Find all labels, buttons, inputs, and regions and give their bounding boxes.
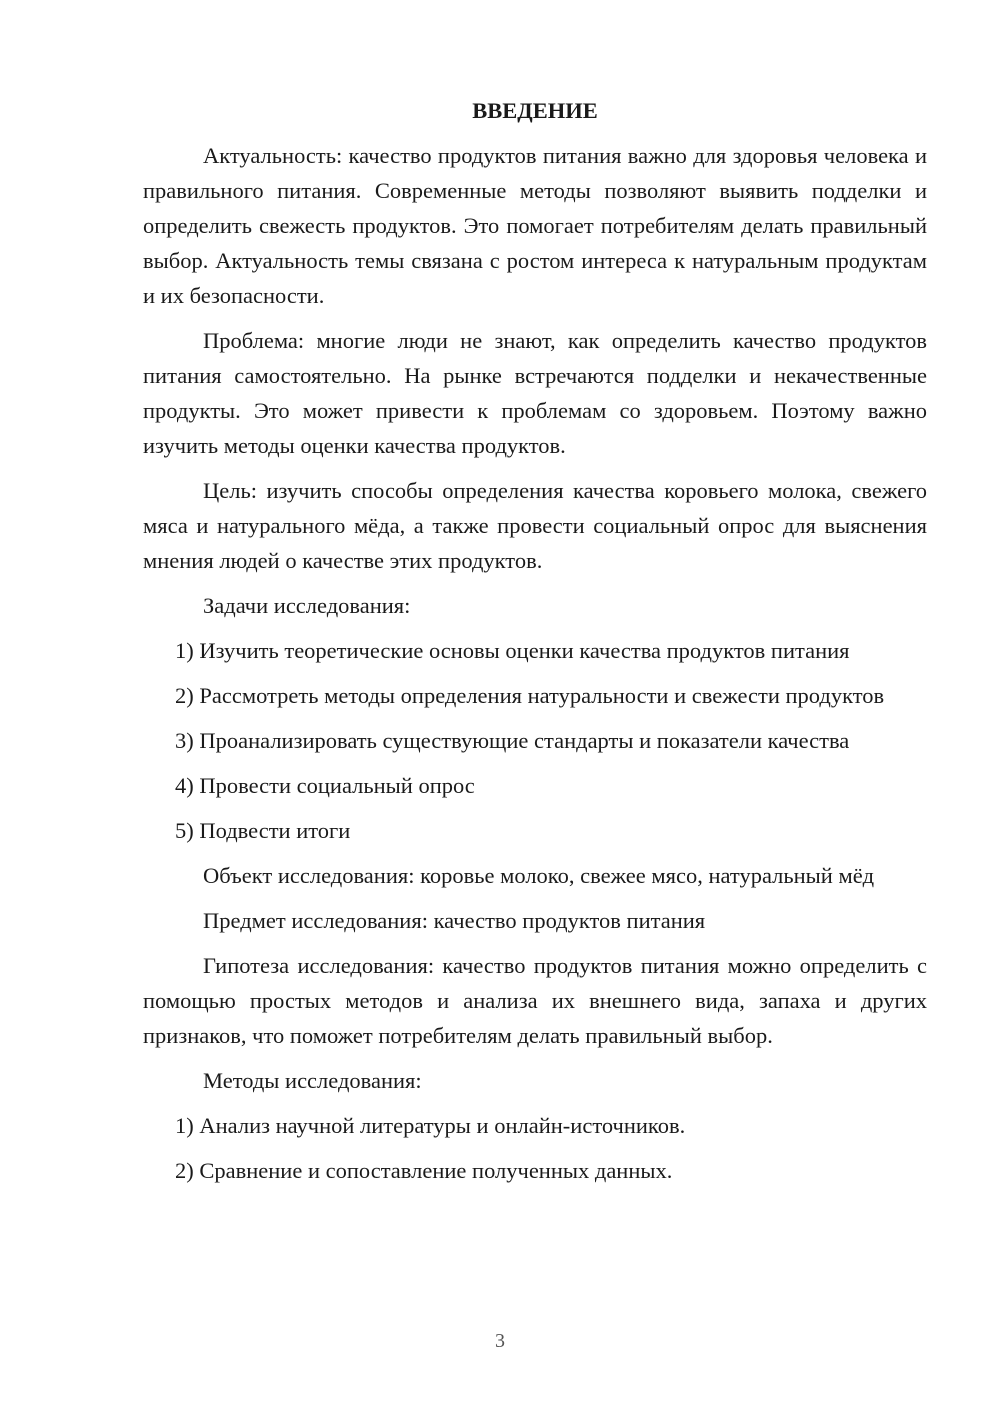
problem-paragraph: Проблема: многие люди не знают, как определить качество продуктов питания самостоятельно. На рынке встречаются подделки и некачественные продукты. Это может привести к проблемам со здоровьем. Поэтому важно изучить методы оценки качества продуктов. [143, 328, 927, 458]
page-number: 3 [495, 1330, 505, 1352]
method-item: 2) Сравнение и сопоставление полученных данных. [175, 1158, 673, 1183]
tasks-heading: Задачи исследования: [203, 593, 411, 618]
task-item: 3) Проанализировать существующие стандарты и показатели качества [175, 728, 850, 753]
object-paragraph: Объект исследования: коровье молоко, свежее мясо, натуральный мёд [203, 863, 875, 888]
task-item: 1) Изучить теоретические основы оценки качества продуктов питания [175, 638, 850, 663]
method-item: 1) Анализ научной литературы и онлайн-источников. [175, 1113, 686, 1138]
relevance-paragraph: Актуальность: качество продуктов питания важно для здоровья человека и правильного питания. Современные методы позволяют выявить подделки и определить свежесть продуктов. Это помогает потребителям делать правильный выбор. Актуальность темы связана с ростом интереса к натуральным продуктам и их безопасности. [143, 143, 927, 308]
subject-paragraph: Предмет исследования: качество продуктов питания [203, 908, 706, 933]
methods-heading: Методы исследования: [203, 1068, 422, 1093]
page-title: ВВЕДЕНИЕ [472, 98, 598, 123]
task-item: 2) Рассмотреть методы определения натуральности и свежести продуктов [175, 683, 885, 708]
task-item: 5) Подвести итоги [175, 818, 351, 843]
hypothesis-paragraph: Гипотеза исследования: качество продуктов питания можно определить с помощью простых методов и анализа их внешнего вида, запаха и других признаков, что поможет потребителям делать правильный выбор. [143, 953, 927, 1048]
document-page [143, 93, 927, 1198]
task-item: 4) Провести социальный опрос [175, 773, 475, 798]
goal-paragraph: Цель: изучить способы определения качества коровьего молока, свежего мяса и натурального мёда, а также провести социальный опрос для выяснения мнения людей о качестве этих продуктов. [143, 478, 927, 573]
